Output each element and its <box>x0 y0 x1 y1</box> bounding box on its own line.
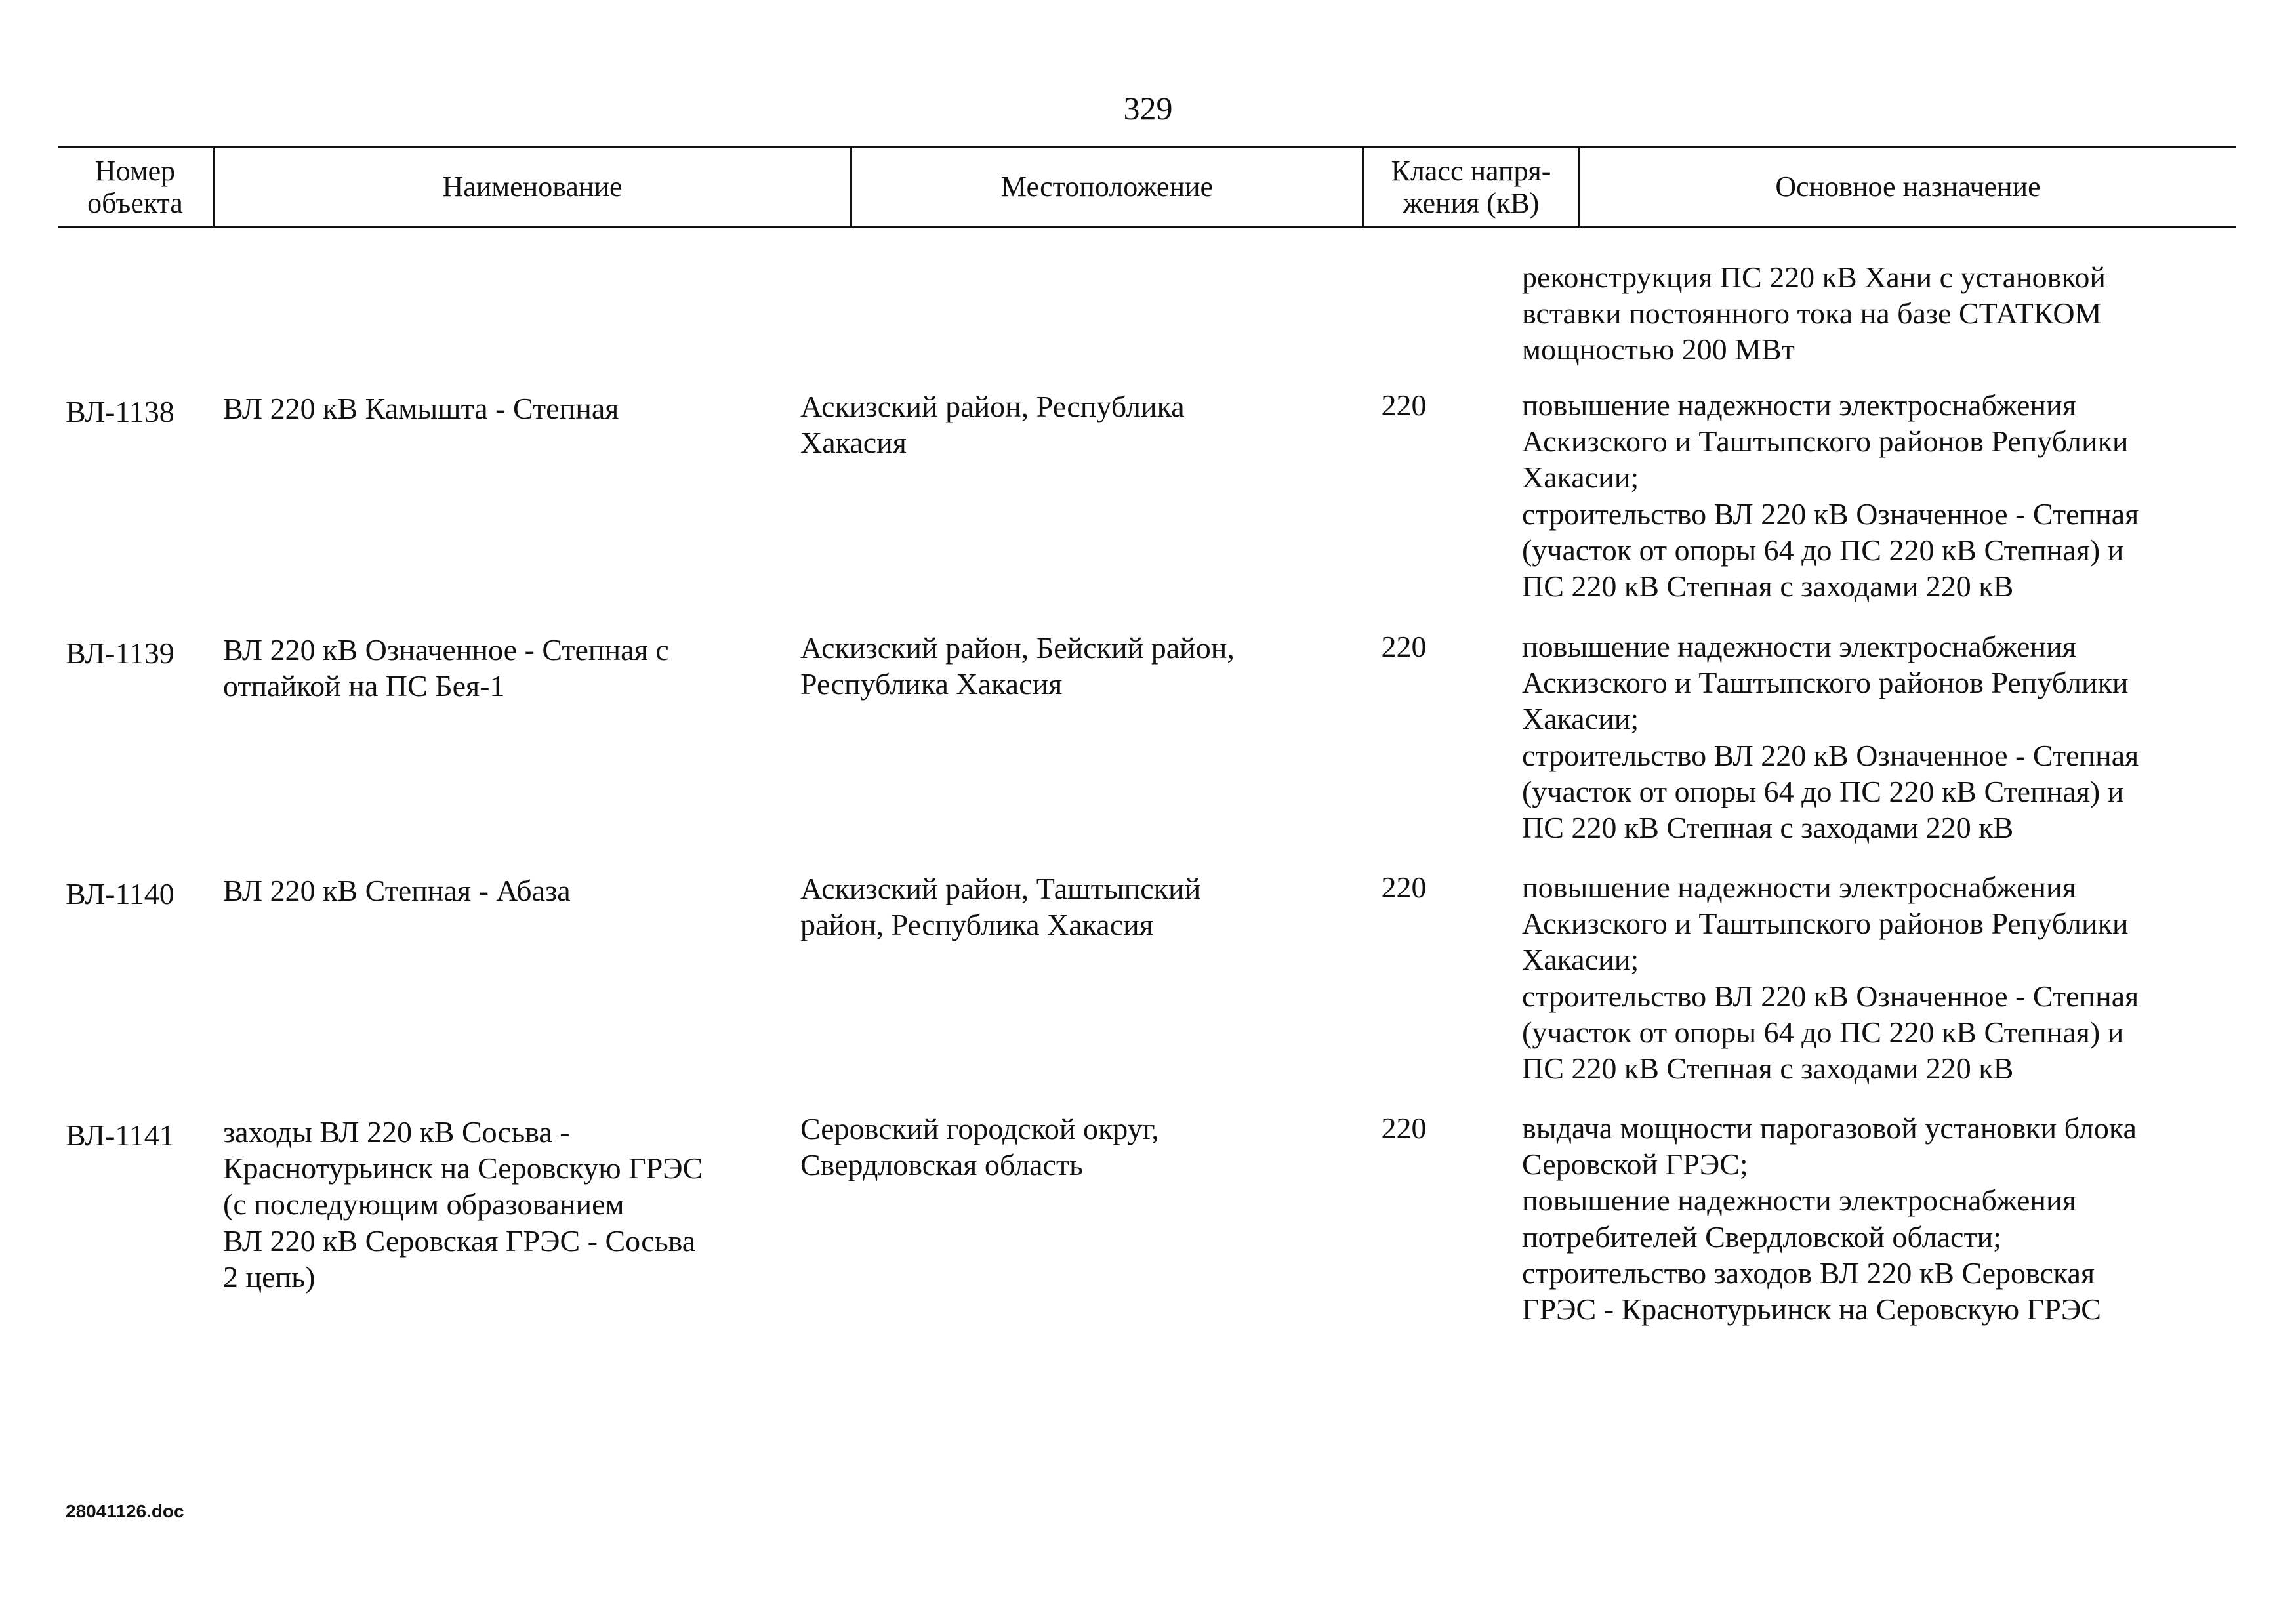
header-object-number: Номер объекта <box>87 154 183 219</box>
header-name: Наименование <box>213 148 850 226</box>
header-location: Местоположение <box>850 148 1362 226</box>
row-location: Аскизский район, Бейский район, Республика Хакасия <box>800 631 1235 701</box>
row-name: заходы ВЛ 220 кВ Сосьва - Краснотурьинск на Серовскую ГРЭС (с последующим образованием ВЛ 220 кВ Серовская ГРЭС - Сосьва 2 цепь) <box>223 1115 703 1294</box>
row-purpose: повышение надежности электроснабжения Аскизского и Таштыпского районов Републики Хакасии; строительство ВЛ 220 кВ Означенное - Степная (участок от опоры 64 до ПС 220 кВ Степная) и ПС 220 кВ Степная с заходами 220 кВ <box>1522 630 2139 844</box>
row-purpose: повышение надежности электроснабжения Аскизского и Таштыпского районов Републики Хакасии; строительство ВЛ 220 кВ Означенное - Степная (участок от опоры 64 до ПС 220 кВ Степная) и ПС 220 кВ Степная с заходами 220 кВ <box>1522 871 2139 1085</box>
row-purpose: повышение надежности электроснабжения Аскизского и Таштыпского районов Републики Хакасии; строительство ВЛ 220 кВ Означенное - Степная (участок от опоры 64 до ПС 220 кВ Степная) и ПС 220 кВ Степная с заходами 220 кВ <box>1522 388 2139 603</box>
row-location: Серовский городской округ, Свердловская область <box>800 1112 1159 1182</box>
row-object-number: ВЛ-1141 <box>66 1119 174 1152</box>
row-voltage: 220 <box>1381 1111 1427 1145</box>
row-name: ВЛ 220 кВ Камышта - Степная <box>223 392 619 425</box>
row-object-number: ВЛ-1138 <box>66 395 174 428</box>
table-header <box>58 146 2236 228</box>
row-name: ВЛ 220 кВ Степная - Абаза <box>223 874 571 907</box>
document-filename: 28041126.doc <box>66 1501 184 1521</box>
page-number: 329 <box>1123 90 1173 127</box>
row-voltage: 220 <box>1381 388 1427 422</box>
header-voltage-class: Класс напря- жения (кВ) <box>1362 148 1578 226</box>
row-object-number: ВЛ-1140 <box>66 877 174 911</box>
row-location: Аскизский район, Республика Хакасия <box>800 390 1185 460</box>
row-location: Аскизский район, Таштыпский район, Республика Хакасия <box>800 872 1201 942</box>
row-voltage: 220 <box>1381 630 1427 663</box>
row-purpose: выдача мощности парогазовой установки блока Серовской ГРЭС; повышение надежности электроснабжения потребителей Свердловской области; строительство заходов ВЛ 220 кВ Серовская ГРЭС - Краснотурьинск на Серовскую ГРЭС <box>1522 1111 2137 1326</box>
continuation-purpose: реконструкция ПС 220 кВ Хани с установкой вставки постоянного тока на базе СТАТКОМ мощностью 200 МВт <box>1522 260 2106 367</box>
row-voltage: 220 <box>1381 871 1427 904</box>
header-purpose: Основное назначение <box>1578 148 2236 226</box>
row-name: ВЛ 220 кВ Означенное - Степная с отпайкой на ПС Бея-1 <box>223 633 669 703</box>
row-object-number: ВЛ-1139 <box>66 636 174 670</box>
